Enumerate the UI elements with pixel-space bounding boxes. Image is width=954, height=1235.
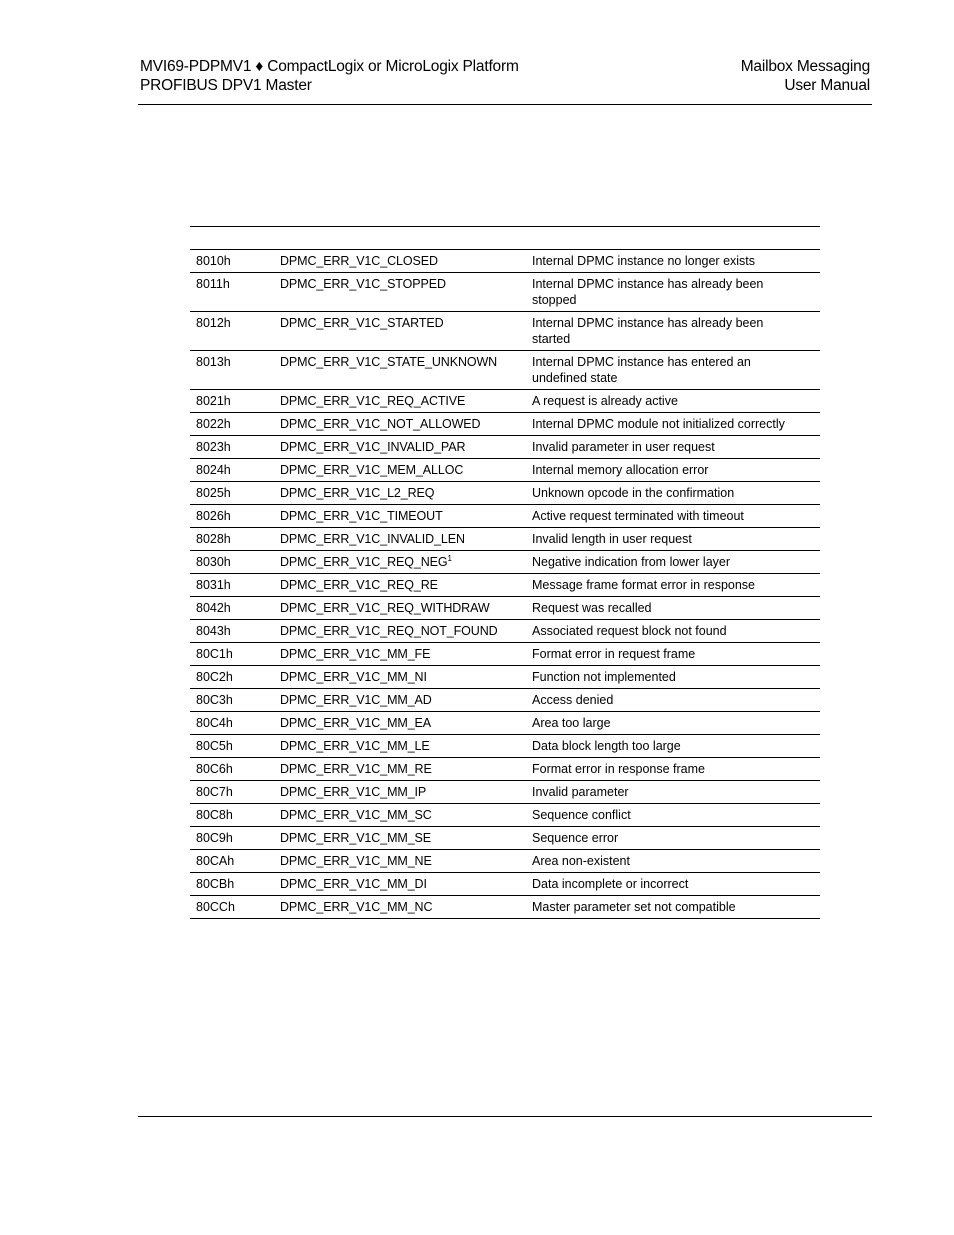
error-description-cell: A request is already active	[532, 394, 678, 408]
error-description-cell: Area non-existent	[532, 854, 630, 868]
table-row	[190, 896, 820, 919]
error-name-text: DPMC_ERR_V1C_CLOSED	[280, 254, 438, 268]
error-name-cell	[274, 873, 526, 896]
error-code-cell: 80C7h	[196, 785, 233, 799]
table-row	[190, 390, 820, 413]
table-row	[190, 505, 820, 528]
error-description-cell: Sequence conflict	[532, 808, 631, 822]
header-section-title: Mailbox Messaging	[740, 58, 870, 75]
table-row	[190, 781, 820, 804]
error-code-cell: 80C1h	[196, 647, 233, 661]
error-name-cell	[274, 712, 526, 735]
error-code-cell: 8012h	[196, 316, 231, 330]
error-code-cell: 8023h	[196, 440, 231, 454]
error-code-cell: 8030h	[196, 555, 231, 569]
error-description-cell: Internal DPMC instance has entered an undefined state	[532, 355, 751, 385]
error-name-cell	[274, 804, 526, 827]
error-code-cell: 8031h	[196, 578, 231, 592]
error-description-cell: Internal DPMC instance no longer exists	[532, 254, 756, 268]
error-description-cell: Internal DPMC module not initialized correctly	[532, 417, 785, 431]
error-name-text: DPMC_ERR_V1C_MM_NI	[280, 670, 427, 684]
table-row	[190, 436, 820, 459]
error-code-cell: 8024h	[196, 463, 231, 477]
error-code-cell: 8026h	[196, 509, 231, 523]
error-name-text: DPMC_ERR_V1C_MM_NC	[280, 900, 433, 914]
error-code-cell: 80C6h	[196, 762, 233, 776]
error-description-cell: Internal DPMC instance has already been stopped	[532, 277, 764, 307]
error-description-cell: Invalid parameter	[532, 785, 629, 799]
error-description-cell: Message frame format error in response	[532, 578, 756, 592]
error-name-text: DPMC_ERR_V1C_REQ_RE	[280, 578, 438, 592]
error-description-cell: Data block length too large	[532, 739, 681, 753]
error-name-text: DPMC_ERR_V1C_L2_REQ	[280, 486, 435, 500]
table-row	[190, 804, 820, 827]
table-row	[190, 528, 820, 551]
error-name-cell	[274, 505, 526, 528]
error-name-cell	[274, 781, 526, 804]
error-name-text: DPMC_ERR_V1C_INVALID_PAR	[280, 440, 466, 454]
header-left	[140, 57, 560, 95]
table-row	[190, 850, 820, 873]
error-description-cell: Invalid parameter in user request	[532, 440, 715, 454]
error-name-text: DPMC_ERR_V1C_REQ_NOT_FOUND	[280, 624, 498, 638]
header-product-subtitle: PROFIBUS DPV1 Master	[140, 77, 312, 94]
error-description-cell: Area too large	[532, 716, 611, 730]
error-code-cell: 80C9h	[196, 831, 233, 845]
table-row	[190, 827, 820, 850]
error-code-cell: 80C2h	[196, 670, 233, 684]
error-description-cell: Function not implemented	[532, 670, 676, 684]
error-name-cell	[274, 758, 526, 781]
error-description-cell: Internal DPMC instance has already been started	[532, 316, 764, 346]
table-row	[190, 413, 820, 436]
table-row	[190, 351, 820, 390]
error-code-table	[190, 249, 820, 919]
error-code-rows	[190, 250, 820, 919]
error-name-cell	[274, 459, 526, 482]
error-code-cell: 8011h	[196, 277, 230, 291]
error-name-cell	[274, 351, 526, 390]
error-code-table-container	[190, 226, 820, 919]
table-row	[190, 597, 820, 620]
table-row	[190, 873, 820, 896]
error-name-cell	[274, 390, 526, 413]
error-name-text: DPMC_ERR_V1C_MM_NE	[280, 854, 432, 868]
table-header-space	[190, 227, 820, 249]
table-row	[190, 273, 820, 312]
error-code-cell: 8013h	[196, 355, 231, 369]
table-row	[190, 689, 820, 712]
table-row	[190, 735, 820, 758]
header-divider	[138, 104, 872, 105]
error-name-text: DPMC_ERR_V1C_MM_FE	[280, 647, 431, 661]
footer-divider	[138, 1116, 872, 1117]
error-description-cell: Invalid length in user request	[532, 532, 692, 546]
error-code-cell: 8042h	[196, 601, 231, 615]
error-name-cell	[274, 312, 526, 351]
error-code-cell: 80C8h	[196, 808, 233, 822]
error-code-cell: 8010h	[196, 254, 231, 268]
error-name-cell	[274, 620, 526, 643]
header-product-title: MVI69-PDPMV1 ♦ CompactLogix or MicroLogix Platform	[140, 58, 519, 75]
error-description-cell: Access denied	[532, 693, 614, 707]
error-description-cell: Data incomplete or incorrect	[532, 877, 689, 891]
error-name-text: DPMC_ERR_V1C_REQ_NEG	[280, 555, 448, 569]
error-name-cell	[274, 643, 526, 666]
error-name-cell	[274, 827, 526, 850]
error-name-cell	[274, 413, 526, 436]
error-name-cell	[274, 273, 526, 312]
error-description-cell: Format error in request frame	[532, 647, 696, 661]
error-code-cell: 8025h	[196, 486, 231, 500]
error-name-text: DPMC_ERR_V1C_MM_AD	[280, 693, 432, 707]
error-name-text: DPMC_ERR_V1C_STARTED	[280, 316, 444, 330]
error-name-cell	[274, 250, 526, 273]
error-name-cell	[274, 574, 526, 597]
error-name-text: DPMC_ERR_V1C_REQ_WITHDRAW	[280, 601, 490, 615]
error-name-cell	[274, 689, 526, 712]
table-row	[190, 551, 820, 574]
table-row	[190, 643, 820, 666]
table-row	[190, 250, 820, 273]
error-name-cell	[274, 850, 526, 873]
error-description-cell: Request was recalled	[532, 601, 652, 615]
error-name-text: DPMC_ERR_V1C_NOT_ALLOWED	[280, 417, 481, 431]
error-name-cell	[274, 896, 526, 919]
error-code-cell: 8021h	[196, 394, 231, 408]
error-description-cell: Sequence error	[532, 831, 619, 845]
error-name-text: DPMC_ERR_V1C_STATE_UNKNOWN	[280, 355, 498, 369]
error-name-cell	[274, 436, 526, 459]
error-name-cell	[274, 482, 526, 505]
error-name-text: DPMC_ERR_V1C_MM_SE	[280, 831, 432, 845]
error-code-cell: 80CCh	[196, 900, 235, 914]
error-name-text: DPMC_ERR_V1C_MM_DI	[280, 877, 427, 891]
error-name-cell	[274, 551, 526, 574]
header-right	[620, 57, 870, 95]
error-name-text: DPMC_ERR_V1C_MEM_ALLOC	[280, 463, 464, 477]
error-description-cell: Associated request block not found	[532, 624, 727, 638]
table-row	[190, 312, 820, 351]
error-name-text: DPMC_ERR_V1C_MM_LE	[280, 739, 430, 753]
error-description-cell: Internal memory allocation error	[532, 463, 709, 477]
error-code-cell: 80C5h	[196, 739, 233, 753]
table-row	[190, 574, 820, 597]
error-name-text: DPMC_ERR_V1C_MM_EA	[280, 716, 432, 730]
error-description-cell: Negative indication from lower layer	[532, 555, 731, 569]
error-name-cell	[274, 597, 526, 620]
table-row	[190, 758, 820, 781]
error-code-cell: 8028h	[196, 532, 231, 546]
error-name-text: DPMC_ERR_V1C_MM_SC	[280, 808, 432, 822]
error-code-cell: 80CAh	[196, 854, 235, 868]
error-name-text: DPMC_ERR_V1C_TIMEOUT	[280, 509, 443, 523]
error-code-cell: 80C3h	[196, 693, 233, 707]
error-name-cell	[274, 528, 526, 551]
error-name-text: DPMC_ERR_V1C_MM_IP	[280, 785, 427, 799]
error-description-cell: Unknown opcode in the confirmation	[532, 486, 735, 500]
table-row	[190, 666, 820, 689]
error-name-text: DPMC_ERR_V1C_MM_RE	[280, 762, 432, 776]
error-description-cell: Format error in response frame	[532, 762, 705, 776]
error-name-text: DPMC_ERR_V1C_REQ_ACTIVE	[280, 394, 466, 408]
error-code-cell: 80CBh	[196, 877, 235, 891]
error-code-cell: 8022h	[196, 417, 231, 431]
error-name-text: DPMC_ERR_V1C_STOPPED	[280, 277, 446, 291]
error-name-text: DPMC_ERR_V1C_INVALID_LEN	[280, 532, 465, 546]
table-row	[190, 712, 820, 735]
header-document-type: User Manual	[784, 77, 870, 94]
table-row	[190, 482, 820, 505]
error-description-cell: Master parameter set not compatible	[532, 900, 736, 914]
table-row	[190, 459, 820, 482]
error-code-cell: 8043h	[196, 624, 231, 638]
error-description-cell: Active request terminated with timeout	[532, 509, 744, 523]
error-code-cell: 80C4h	[196, 716, 233, 730]
footnote-marker: 1	[447, 553, 452, 563]
table-row	[190, 620, 820, 643]
error-name-cell	[274, 666, 526, 689]
error-name-cell	[274, 735, 526, 758]
